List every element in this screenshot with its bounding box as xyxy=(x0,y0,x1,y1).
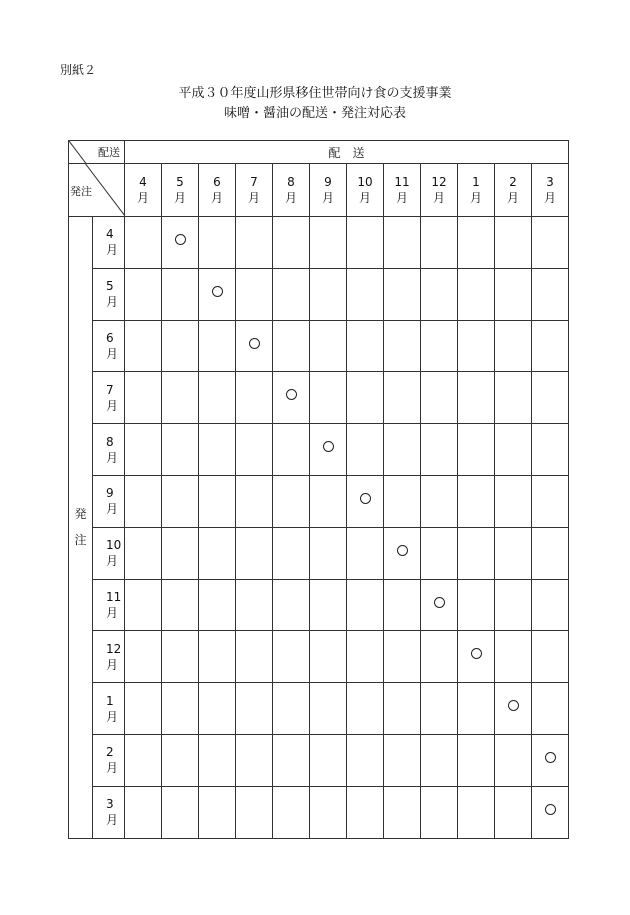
order-month-label xyxy=(93,527,125,579)
corner-order-label: 発注 xyxy=(70,185,92,198)
schedule-cell xyxy=(310,372,347,424)
schedule-cell xyxy=(236,320,273,372)
delivery-order-table xyxy=(68,140,569,839)
order-group-label xyxy=(69,217,93,839)
delivery-month-header xyxy=(310,164,347,217)
delivery-mark-circle-icon xyxy=(249,338,260,349)
schedule-cell xyxy=(273,734,310,786)
schedule-cell xyxy=(421,579,458,631)
schedule-cell xyxy=(162,631,199,683)
schedule-cell xyxy=(310,268,347,320)
schedule-cell xyxy=(458,320,495,372)
schedule-cell xyxy=(347,372,384,424)
delivery-month-header xyxy=(125,164,162,217)
delivery-mark-circle-icon xyxy=(545,804,556,815)
table-row xyxy=(69,683,569,735)
delivery-mark-circle-icon xyxy=(323,441,334,452)
schedule-cell xyxy=(199,372,236,424)
schedule-cell xyxy=(162,734,199,786)
delivery-month-header xyxy=(347,164,384,217)
order-month-unit: 月 xyxy=(106,502,119,517)
delivery-month-number: 9 xyxy=(324,175,332,189)
delivery-mark-circle-icon xyxy=(471,648,482,659)
schedule-cell xyxy=(273,527,310,579)
schedule-cell xyxy=(421,786,458,838)
schedule-cell xyxy=(421,734,458,786)
delivery-month-header xyxy=(273,164,310,217)
schedule-cell xyxy=(162,786,199,838)
schedule-cell xyxy=(310,631,347,683)
delivery-month-unit: 月 xyxy=(284,191,297,205)
order-month-number: 4 xyxy=(106,227,114,242)
schedule-cell xyxy=(310,217,347,269)
schedule-cell xyxy=(347,786,384,838)
delivery-month-unit: 月 xyxy=(173,191,186,205)
schedule-cell xyxy=(125,268,162,320)
delivery-month-number: 3 xyxy=(546,175,554,189)
schedule-cell xyxy=(236,268,273,320)
schedule-cell xyxy=(532,475,569,527)
schedule-cell xyxy=(199,320,236,372)
order-month-unit: 月 xyxy=(106,761,119,776)
order-month-label xyxy=(93,734,125,786)
schedule-cell xyxy=(310,475,347,527)
schedule-cell xyxy=(384,734,421,786)
schedule-cell xyxy=(236,579,273,631)
order-month-unit: 月 xyxy=(106,346,119,361)
schedule-cell xyxy=(532,631,569,683)
schedule-cell xyxy=(384,683,421,735)
schedule-cell xyxy=(125,217,162,269)
schedule-cell xyxy=(273,475,310,527)
table-row xyxy=(69,631,569,683)
schedule-cell xyxy=(421,527,458,579)
delivery-month-header xyxy=(495,164,532,217)
delivery-month-unit: 月 xyxy=(247,191,260,205)
schedule-cell xyxy=(421,372,458,424)
delivery-mark-circle-icon xyxy=(545,752,556,763)
schedule-cell xyxy=(495,786,532,838)
order-month-number: 6 xyxy=(106,330,114,345)
table-row xyxy=(69,734,569,786)
delivery-month-header xyxy=(458,164,495,217)
table-row xyxy=(69,217,569,269)
schedule-cell xyxy=(199,786,236,838)
schedule-cell xyxy=(199,734,236,786)
delivery-month-header xyxy=(162,164,199,217)
schedule-cell xyxy=(236,217,273,269)
delivery-mark-circle-icon xyxy=(175,234,186,245)
delivery-month-header xyxy=(199,164,236,217)
schedule-cell xyxy=(236,631,273,683)
schedule-cell xyxy=(495,268,532,320)
schedule-cell xyxy=(458,424,495,476)
schedule-cell xyxy=(495,631,532,683)
order-month-unit: 月 xyxy=(106,605,119,620)
schedule-cell xyxy=(236,424,273,476)
delivery-month-number: 11 xyxy=(394,175,410,189)
schedule-cell xyxy=(162,424,199,476)
order-group-char: 注 xyxy=(74,533,87,548)
schedule-cell xyxy=(125,786,162,838)
order-month-unit: 月 xyxy=(106,450,119,465)
schedule-cell xyxy=(125,320,162,372)
schedule-cell xyxy=(384,217,421,269)
schedule-cell xyxy=(125,527,162,579)
schedule-cell xyxy=(125,579,162,631)
order-month-unit: 月 xyxy=(106,709,119,724)
delivery-month-number: 8 xyxy=(287,175,295,189)
delivery-mark-circle-icon xyxy=(434,597,445,608)
schedule-cell xyxy=(347,683,384,735)
document-title: 平成３０年度山形県移住世帯向け食の支援事業 xyxy=(178,86,452,101)
schedule-cell xyxy=(458,579,495,631)
schedule-cell xyxy=(347,320,384,372)
attachment-label: 別紙２ xyxy=(60,63,97,77)
order-month-number: 8 xyxy=(106,434,114,449)
order-month-number: 5 xyxy=(106,279,114,294)
delivery-month-header xyxy=(532,164,569,217)
schedule-cell xyxy=(162,217,199,269)
order-month-label xyxy=(93,424,125,476)
delivery-month-unit: 月 xyxy=(210,191,223,205)
schedule-cell xyxy=(421,683,458,735)
delivery-month-unit: 月 xyxy=(543,191,556,205)
schedule-cell xyxy=(495,475,532,527)
schedule-cell xyxy=(236,527,273,579)
order-month-label xyxy=(93,579,125,631)
schedule-cell xyxy=(310,527,347,579)
order-month-unit: 月 xyxy=(106,398,119,413)
order-month-number: 3 xyxy=(106,797,114,812)
order-month-label xyxy=(93,320,125,372)
schedule-cell xyxy=(310,424,347,476)
schedule-cell xyxy=(273,631,310,683)
schedule-cell xyxy=(532,527,569,579)
schedule-cell xyxy=(421,320,458,372)
schedule-cell xyxy=(384,786,421,838)
schedule-cell xyxy=(421,268,458,320)
delivery-month-number: 10 xyxy=(357,175,373,189)
schedule-cell xyxy=(347,527,384,579)
schedule-cell xyxy=(347,424,384,476)
schedule-cell xyxy=(532,268,569,320)
schedule-cell xyxy=(199,631,236,683)
schedule-cell xyxy=(199,475,236,527)
schedule-cell xyxy=(532,734,569,786)
schedule-cell xyxy=(384,475,421,527)
order-month-number: 10 xyxy=(106,538,122,553)
schedule-cell xyxy=(125,424,162,476)
order-month-number: 7 xyxy=(106,382,114,397)
schedule-cell xyxy=(236,372,273,424)
schedule-cell xyxy=(273,217,310,269)
schedule-cell xyxy=(310,320,347,372)
schedule-cell xyxy=(199,683,236,735)
order-month-label xyxy=(93,268,125,320)
order-month-number: 9 xyxy=(106,486,114,501)
order-month-label xyxy=(93,631,125,683)
table-row xyxy=(69,475,569,527)
table-row xyxy=(69,320,569,372)
schedule-cell xyxy=(236,475,273,527)
order-month-unit: 月 xyxy=(106,295,119,310)
schedule-cell xyxy=(532,372,569,424)
schedule-cell xyxy=(495,579,532,631)
schedule-cell xyxy=(532,217,569,269)
table-row xyxy=(69,786,569,838)
delivery-month-unit: 月 xyxy=(469,191,482,205)
table-row xyxy=(69,268,569,320)
schedule-cell xyxy=(199,424,236,476)
delivery-month-header xyxy=(421,164,458,217)
document-subtitle: 味噌・醤油の配送・発注対応表 xyxy=(223,106,406,121)
delivery-month-unit: 月 xyxy=(358,191,371,205)
schedule-cell xyxy=(384,424,421,476)
schedule-cell xyxy=(310,683,347,735)
schedule-cell xyxy=(310,579,347,631)
schedule-cell xyxy=(458,527,495,579)
schedule-cell xyxy=(347,475,384,527)
delivery-mark-circle-icon xyxy=(212,286,223,297)
schedule-cell xyxy=(236,683,273,735)
schedule-cell xyxy=(347,579,384,631)
schedule-cell xyxy=(458,475,495,527)
schedule-cell xyxy=(347,268,384,320)
schedule-cell xyxy=(421,217,458,269)
schedule-cell xyxy=(236,734,273,786)
delivery-month-number: 7 xyxy=(250,175,258,189)
schedule-cell xyxy=(273,683,310,735)
schedule-cell xyxy=(162,372,199,424)
order-month-label xyxy=(93,683,125,735)
delivery-month-unit: 月 xyxy=(136,191,149,205)
table-row xyxy=(69,372,569,424)
delivery-month-number: 6 xyxy=(213,175,221,189)
schedule-cell xyxy=(384,268,421,320)
order-month-number: 2 xyxy=(106,745,114,760)
schedule-cell xyxy=(495,320,532,372)
schedule-cell xyxy=(532,424,569,476)
schedule-cell xyxy=(199,268,236,320)
delivery-month-unit: 月 xyxy=(506,191,519,205)
schedule-cell xyxy=(273,579,310,631)
schedule-cell xyxy=(125,631,162,683)
order-month-unit: 月 xyxy=(106,657,119,672)
order-month-label xyxy=(93,217,125,269)
schedule-cell xyxy=(125,683,162,735)
schedule-cell xyxy=(421,424,458,476)
delivery-month-number: 1 xyxy=(472,175,480,189)
schedule-cell xyxy=(125,372,162,424)
schedule-cell xyxy=(458,268,495,320)
schedule-cell xyxy=(199,527,236,579)
schedule-cell xyxy=(495,217,532,269)
schedule-cell xyxy=(162,320,199,372)
schedule-cell xyxy=(384,320,421,372)
schedule-cell xyxy=(273,372,310,424)
table-row xyxy=(69,527,569,579)
table-row xyxy=(69,424,569,476)
schedule-cell xyxy=(532,579,569,631)
schedule-cell xyxy=(458,631,495,683)
delivery-month-unit: 月 xyxy=(321,191,334,205)
order-month-label xyxy=(93,786,125,838)
delivery-month-header xyxy=(384,164,421,217)
schedule-cell xyxy=(421,631,458,683)
delivery-month-number: 12 xyxy=(431,175,447,189)
schedule-cell xyxy=(125,734,162,786)
schedule-cell xyxy=(384,527,421,579)
schedule-cell xyxy=(162,579,199,631)
delivery-month-unit: 月 xyxy=(395,191,408,205)
delivery-header: 配 送 xyxy=(125,141,569,164)
schedule-cell xyxy=(384,372,421,424)
delivery-month-header xyxy=(236,164,273,217)
schedule-cell xyxy=(273,786,310,838)
schedule-cell xyxy=(162,268,199,320)
schedule-cell xyxy=(458,683,495,735)
order-month-number: 1 xyxy=(106,693,114,708)
schedule-cell xyxy=(273,424,310,476)
schedule-cell xyxy=(162,475,199,527)
schedule-cell xyxy=(236,786,273,838)
corner-header-top xyxy=(69,141,125,164)
schedule-cell xyxy=(162,683,199,735)
delivery-month-unit: 月 xyxy=(432,191,445,205)
delivery-mark-circle-icon xyxy=(397,545,408,556)
order-month-unit: 月 xyxy=(106,554,119,569)
schedule-cell xyxy=(495,424,532,476)
schedule-cell xyxy=(199,579,236,631)
schedule-cell xyxy=(495,734,532,786)
corner-delivery-label: 配送 xyxy=(98,146,120,159)
schedule-cell xyxy=(384,579,421,631)
order-month-number: 12 xyxy=(106,641,122,656)
order-month-unit: 月 xyxy=(106,243,119,258)
delivery-month-number: 2 xyxy=(509,175,517,189)
schedule-cell xyxy=(125,475,162,527)
delivery-month-number: 5 xyxy=(176,175,184,189)
schedule-cell xyxy=(458,217,495,269)
delivery-mark-circle-icon xyxy=(286,389,297,400)
schedule-cell xyxy=(347,217,384,269)
schedule-cell xyxy=(495,527,532,579)
schedule-cell xyxy=(495,372,532,424)
order-month-number: 11 xyxy=(106,589,122,604)
delivery-month-number: 4 xyxy=(139,175,147,189)
order-month-label xyxy=(93,372,125,424)
order-month-unit: 月 xyxy=(106,813,119,828)
schedule-cell xyxy=(421,475,458,527)
order-group-char: 発 xyxy=(74,507,87,522)
schedule-cell xyxy=(458,372,495,424)
order-month-label xyxy=(93,475,125,527)
schedule-cell xyxy=(495,683,532,735)
schedule-cell xyxy=(162,527,199,579)
corner-header-bottom xyxy=(69,164,125,217)
schedule-cell xyxy=(347,734,384,786)
schedule-cell xyxy=(310,734,347,786)
delivery-mark-circle-icon xyxy=(508,700,519,711)
schedule-cell xyxy=(384,631,421,683)
schedule-cell xyxy=(273,268,310,320)
schedule-cell xyxy=(532,683,569,735)
schedule-cell xyxy=(458,734,495,786)
table-row xyxy=(69,579,569,631)
schedule-cell xyxy=(532,786,569,838)
schedule-cell xyxy=(347,631,384,683)
schedule-cell xyxy=(310,786,347,838)
schedule-cell xyxy=(458,786,495,838)
schedule-cell xyxy=(532,320,569,372)
delivery-mark-circle-icon xyxy=(360,493,371,504)
schedule-cell xyxy=(273,320,310,372)
schedule-cell xyxy=(199,217,236,269)
